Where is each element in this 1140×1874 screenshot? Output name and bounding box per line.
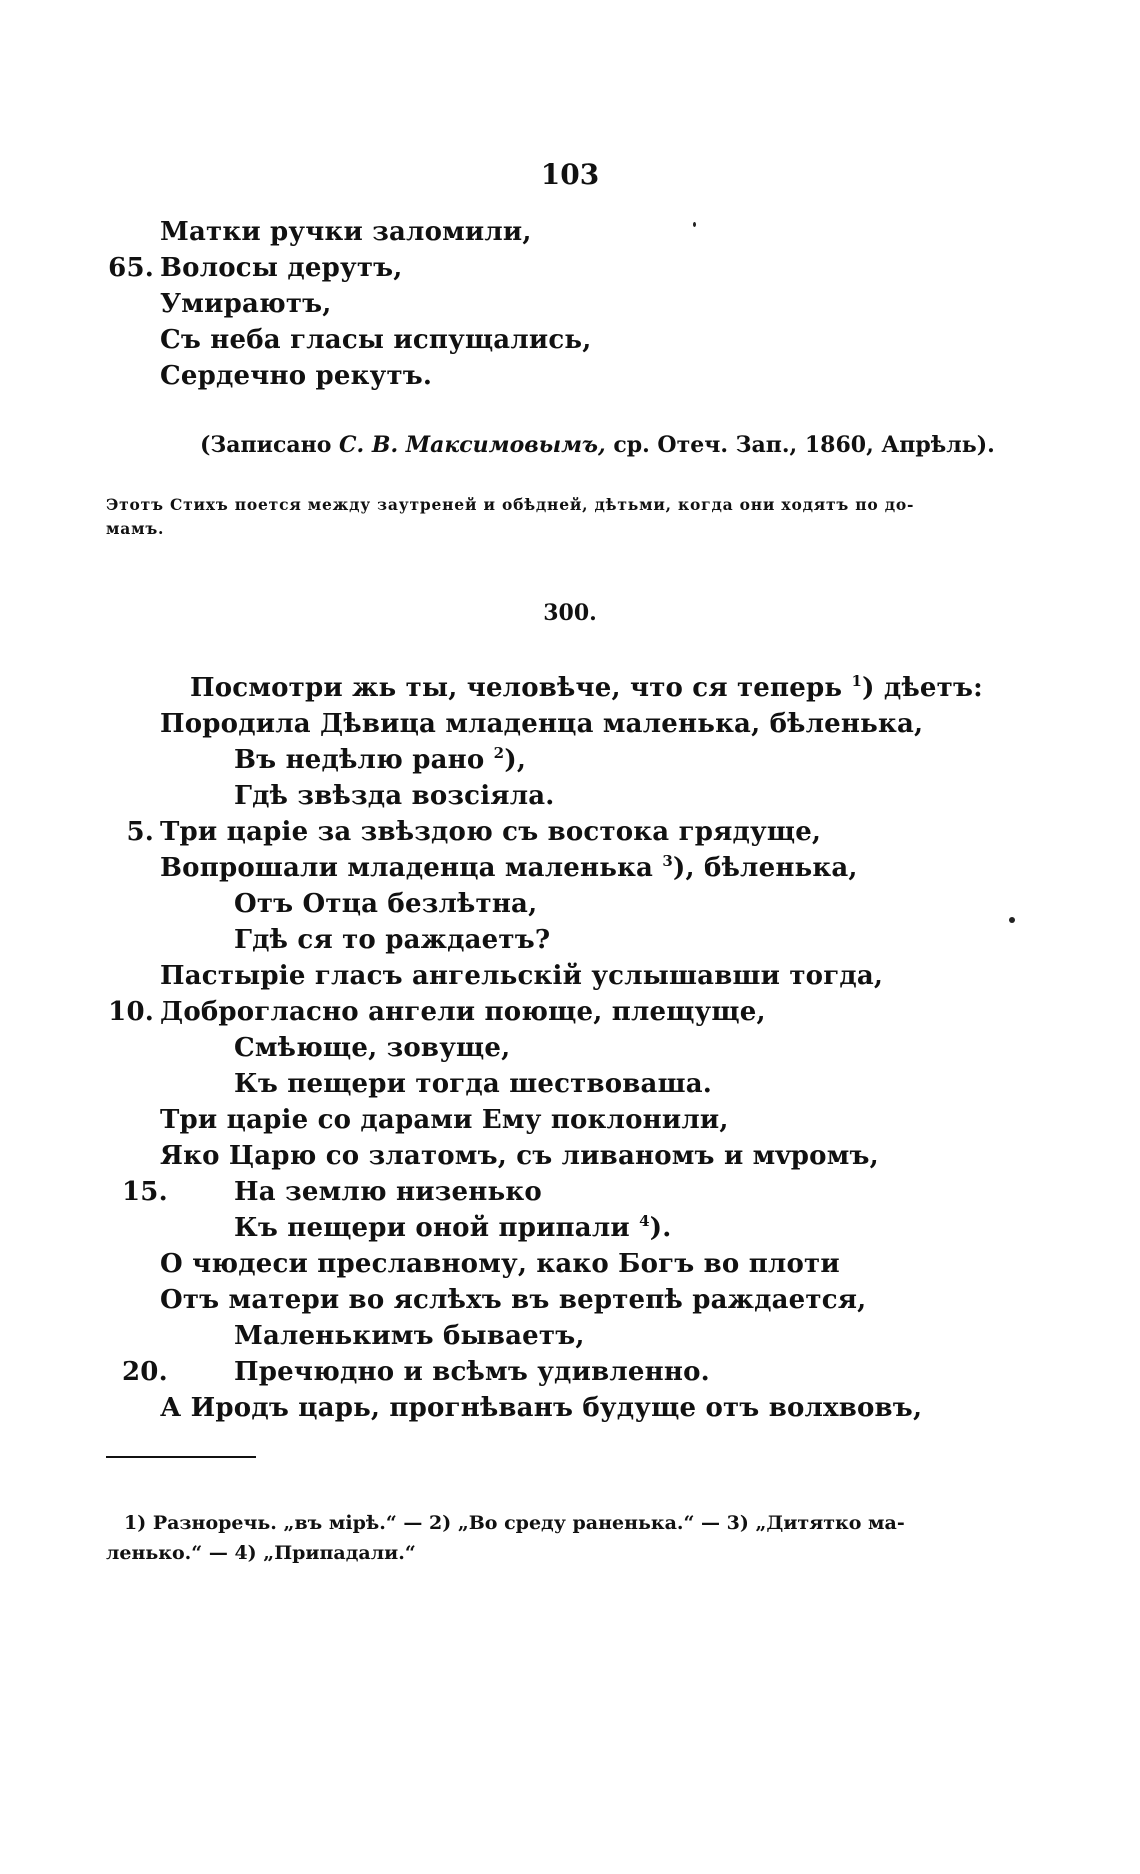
footnote-ref: 2 (493, 744, 505, 762)
verse-text: Пречюдно и всѣмъ удивленно. (234, 1357, 710, 1387)
verse-line (234, 1066, 712, 1102)
verse-text-tail: ). (649, 1213, 672, 1243)
verse-line (234, 1030, 510, 1066)
verse-line (108, 250, 403, 286)
verse-line (160, 358, 432, 394)
verse-text-tail: ) дѣетъ: (862, 673, 983, 703)
verse-text: Съ неба гласы испущались, (160, 325, 592, 355)
footnotes (106, 1508, 905, 1568)
scan-speck (693, 222, 696, 227)
verse-text: Къ пещери тогда шествоваша. (234, 1069, 713, 1099)
verse-text: Три царіе за звѣздою съ востока грядуще, (160, 817, 822, 847)
verse-line (234, 1210, 672, 1249)
verse-text: Породила Дѣвица младенца маленька, бѣленька, (160, 709, 924, 739)
verse-text-tail: ), бѣленька, (673, 853, 858, 883)
note-line: Этотъ Стихъ поется между заутреней и обѣдней, дѣтьми, когда они ходятъ по до- (106, 495, 915, 514)
verse-text: Сердечно рекутъ. (160, 361, 433, 391)
verse-line (160, 1390, 922, 1426)
verse-line (160, 706, 923, 742)
scan-speck (1009, 917, 1015, 923)
verse-line (126, 814, 822, 850)
verse-text: Смѣюще, зовуще, (234, 1033, 511, 1063)
verse-line (160, 958, 883, 994)
footnote-line: 1) Разноречь. „въ мірѣ.“ — 2) „Во среду раненька.“ — 3) „Дитятко ма- (124, 1512, 905, 1534)
verse-line (160, 214, 532, 250)
verse-line (234, 886, 537, 922)
verse-number: 10. (108, 997, 154, 1027)
verse-line (160, 1246, 840, 1282)
attribution-author: С. В. Максимовымъ, (339, 432, 606, 458)
verse-line (122, 1354, 710, 1390)
footnote-ref: 3 (662, 852, 674, 870)
verse-text: А Иродъ царь, прогнѣванъ будуще отъ волхвовъ, (160, 1393, 923, 1423)
verse-text: Пастыріе гласъ ангельскій услышавши тогда, (160, 961, 884, 991)
verse-text-tail: ), (504, 745, 527, 775)
verse-text: Вопрошали младенца маленька (160, 853, 654, 883)
verse-line (160, 286, 332, 322)
footnote-divider (106, 1456, 256, 1458)
attribution (200, 432, 995, 458)
verse-text: Волосы дерутъ, (160, 253, 403, 283)
section-number: 300. (543, 600, 597, 626)
verse-line (190, 670, 983, 709)
verse-number: 5. (126, 817, 154, 847)
verse-line (160, 1138, 879, 1174)
verse-number: 20. (122, 1357, 168, 1387)
verse-text: Отъ матери во яслѣхъ въ вертепѣ раждается, (160, 1285, 867, 1315)
verse-line (160, 850, 858, 889)
footnote-ref: 4 (639, 1212, 650, 1230)
verse-line (160, 1102, 729, 1138)
verse-text: Доброгласно ангели поюще, плещуще, (160, 997, 766, 1027)
verse-line (234, 742, 526, 781)
verse-line (122, 1174, 542, 1210)
verse-text: Посмотри жь ты, человѣче, что ся теперь (190, 673, 843, 703)
verse-text: Яко Царю со златомъ, съ ливаномъ и мvромъ, (160, 1141, 879, 1171)
attribution-prefix: (Записано (200, 432, 340, 458)
verse-text: Матки ручки заломили, (160, 217, 532, 247)
verse-line (160, 1282, 866, 1318)
verse-text: Умираютъ, (160, 289, 332, 319)
verse-text: Отъ Отца безлѣтна, (234, 889, 538, 919)
verse-text: На землю низенько (234, 1177, 542, 1207)
verse-line (234, 922, 550, 958)
footnote-line: ленько.“ — 4) „Припадали.“ (106, 1542, 416, 1564)
verse-line (108, 994, 766, 1030)
verse-text: Къ пещери оной припали (234, 1213, 630, 1243)
verse-number: 65. (108, 253, 154, 283)
note (106, 493, 914, 541)
attribution-suffix: ср. Отеч. Зап., 1860, Апрѣль). (605, 432, 995, 458)
page-number: 103 (540, 158, 600, 191)
verse-line (234, 778, 555, 814)
verse-text: Гдѣ ся то раждаетъ? (234, 925, 551, 955)
verse-number: 15. (122, 1177, 168, 1207)
note-line: мамъ. (106, 519, 165, 538)
verse-line (234, 1318, 585, 1354)
verse-text: Маленькимъ бываетъ, (234, 1321, 585, 1351)
verse-text: Въ недѣлю рано (234, 745, 485, 775)
verse-text: Гдѣ звѣзда возсіяла. (234, 781, 555, 811)
verse-text: О чюдеси преславному, како Богъ во плоти (160, 1249, 840, 1279)
verse-line (160, 322, 591, 358)
verse-text: Три царіе со дарами Ему поклонили, (160, 1105, 729, 1135)
footnote-ref: 1 (851, 672, 863, 690)
